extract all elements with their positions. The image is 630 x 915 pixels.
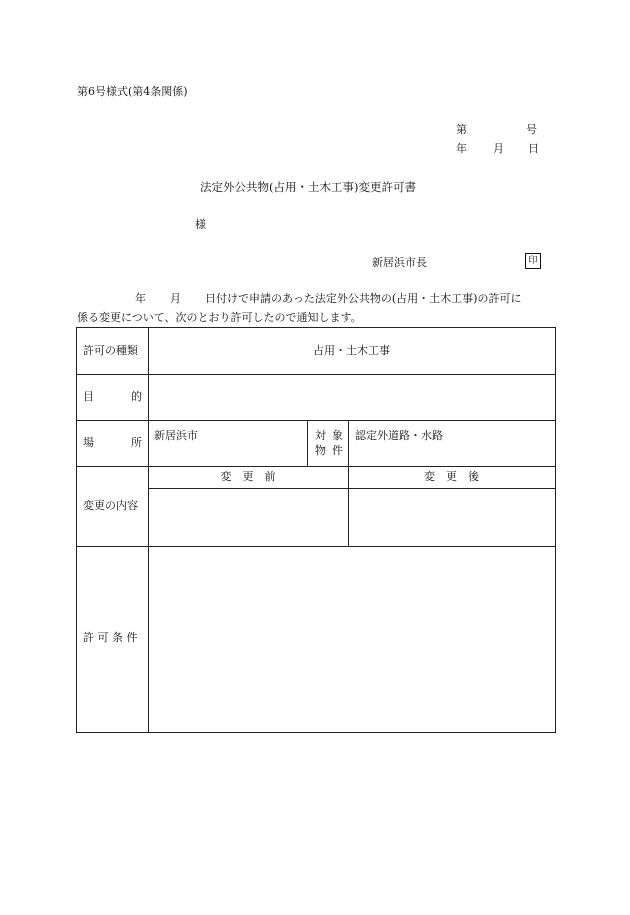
date-year-label: 年 [456, 142, 467, 155]
purpose-label-char: 的 [131, 390, 142, 403]
permit-type-value: 占用・土木工事 [313, 344, 390, 357]
target-label-line-2 [315, 444, 343, 458]
column-divider [148, 328, 149, 732]
body-line-2: 係る変更について、次のとおり許可したので通知します。 [77, 311, 362, 324]
permit-type-label: 許可の種類 [83, 344, 138, 357]
row-divider [148, 488, 555, 489]
purpose-label-char: 目 [83, 390, 94, 403]
document-number-prefix: 第 [456, 123, 467, 136]
addressee-suffix: 様 [195, 218, 206, 231]
location-label-char: 場 [83, 436, 94, 449]
body-year: 年 [135, 292, 146, 305]
target-label-char: 象 [332, 429, 343, 442]
document-number-suffix: 号 [526, 123, 537, 136]
target-label-char: 対 [315, 429, 326, 442]
location-label [83, 436, 142, 450]
form-number: 第6号様式(第4条関係) [77, 85, 188, 98]
location-value: 新居浜市 [154, 429, 198, 442]
body-line-1 [77, 292, 521, 306]
permit-conditions-label: 許 可 条 件 [83, 631, 138, 644]
document-title: 法定外公共物(占用・土木工事)変更許可書 [200, 180, 416, 194]
permit-table [76, 327, 556, 733]
after-change-label: 変 更 後 [424, 470, 479, 483]
body-month: 月 [170, 292, 181, 305]
date-month-label: 月 [493, 142, 504, 155]
target-label-char: 物 [315, 444, 326, 457]
purpose-label [83, 390, 142, 404]
target-label-line-1 [315, 429, 343, 443]
issuer-name: 新居浜市長 [372, 256, 427, 269]
change-content-label: 変更の内容 [83, 499, 138, 512]
body-line-1-text: 日付けで申請のあった法定外公共物の(占用・土木工事)の許可に [205, 292, 522, 305]
before-change-label: 変 更 前 [220, 470, 276, 483]
seal-mark: 印 [525, 253, 541, 269]
column-divider [307, 420, 308, 466]
target-value: 認定外道路・水路 [355, 429, 443, 442]
target-label-char: 件 [332, 444, 343, 457]
date-day-label: 日 [528, 142, 539, 155]
location-label-char: 所 [131, 436, 142, 449]
